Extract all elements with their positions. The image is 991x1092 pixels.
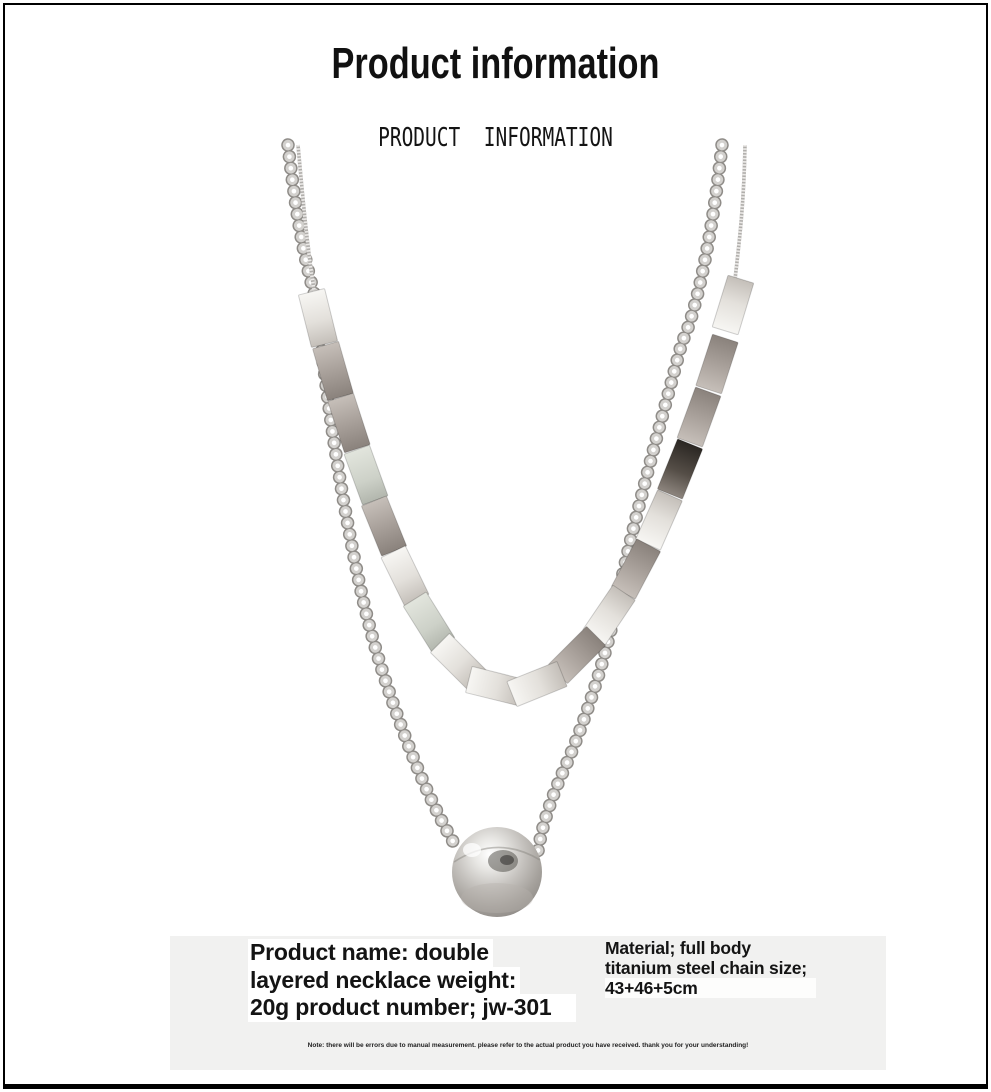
page-title: Product information [331,39,660,88]
bar-bead [507,661,567,706]
bar-bead [696,334,738,394]
ball-pendant [452,827,542,917]
product-line-1: Product name: double [248,939,493,967]
bar-bead [657,439,702,499]
bar-bead [712,275,754,335]
info-panel [170,936,886,1070]
material-text [605,938,816,998]
bar-bead [298,289,337,348]
material-line-2: titanium steel chain size; [605,958,807,978]
snake-chain-right [734,145,745,288]
product-line-3: 20g product number; jw-301 [248,994,576,1022]
product-line-2: layered necklace weight: [248,967,520,995]
bar-bead [313,341,354,400]
bar-bead [677,387,721,447]
product-name-text [248,939,576,1022]
bar-bead [344,445,388,505]
material-line-3: 43+46+5cm [605,978,816,998]
material-line-1: Material; full body [605,938,751,958]
note-text: Note: there will be errors due to manual measurement. please refer to the actual product you have received. thank you for your understanding! [307,1042,749,1049]
bar-bead [361,496,406,556]
curb-chain-right [538,145,722,851]
page-subtitle: PRODUCT INFORMATION [378,123,613,153]
